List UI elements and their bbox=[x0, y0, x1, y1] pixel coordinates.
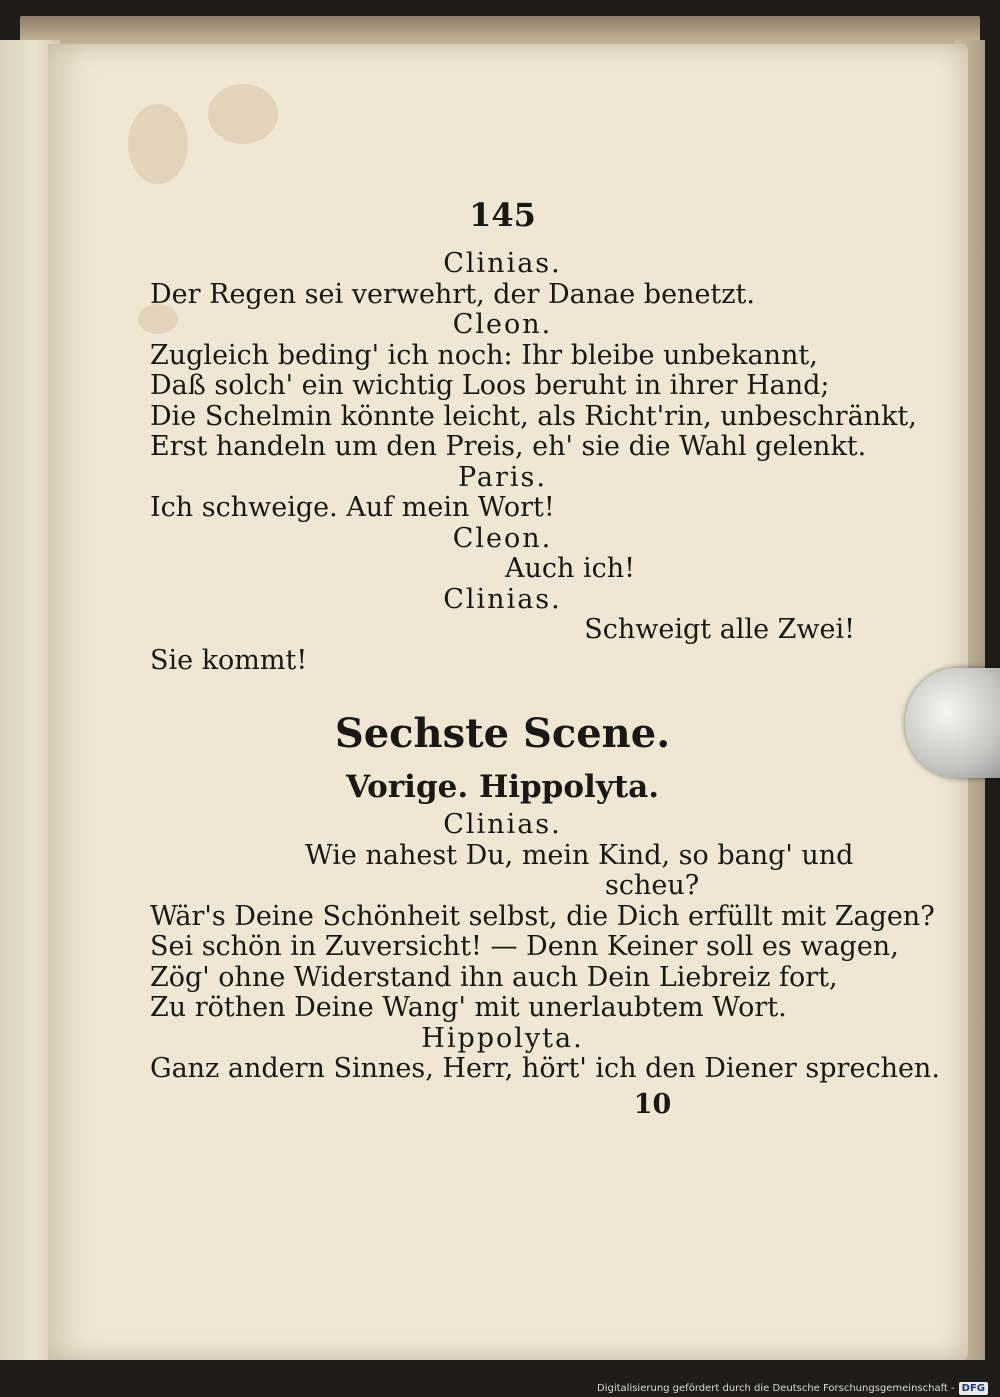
verse-line: Wär's Deine Schönheit selbst, die Dich erfüllt mit Zagen? bbox=[150, 900, 935, 932]
speaker-name: Paris. bbox=[457, 461, 548, 493]
stain bbox=[208, 84, 278, 144]
block-2 bbox=[150, 809, 940, 1085]
digitization-footer bbox=[597, 1382, 988, 1395]
footer-text: Digitalisierung gefördert durch die Deutsche Forschungsgemeinschaft - bbox=[597, 1383, 955, 1394]
stain bbox=[128, 104, 188, 184]
verse-line: Daß solch' ein wichtig Loos beruht in ihrer Hand; bbox=[150, 370, 830, 401]
page-number: 145 bbox=[469, 196, 536, 234]
block-1 bbox=[150, 248, 917, 676]
signature-mark: 10 bbox=[633, 1088, 672, 1120]
verse-line: Zu röthen Deine Wang' mit unerlaubtem Wort. bbox=[150, 992, 787, 1023]
speaker-name: Hippolyta. bbox=[421, 1022, 584, 1054]
verse-line: Zög' ohne Widerstand ihn auch Dein Liebreiz fort, bbox=[150, 961, 838, 993]
verse-line: Zugleich beding' ich noch: Ihr bleibe unbekannt, bbox=[150, 339, 818, 371]
scene-title: Sechste Scene. bbox=[334, 710, 671, 757]
verse-line: Ganz andern Sinnes, Herr, hört' ich den Diener sprechen. bbox=[150, 1053, 940, 1084]
verse-line: Schweigt alle Zwei! bbox=[584, 614, 855, 645]
speaker-name: Clinias. bbox=[443, 248, 562, 279]
verse-line: Sei schön in Zuversicht! — Denn Keiner soll es wagen, bbox=[150, 931, 899, 962]
verse-line: Auch ich! bbox=[505, 553, 635, 584]
verse-line: Ich schweige. Auf mein Wort! bbox=[150, 492, 555, 523]
page-text bbox=[150, 195, 940, 1125]
page-clip bbox=[905, 668, 1000, 778]
verse-line: Sie kommt! bbox=[150, 644, 308, 676]
verse-line: scheu? bbox=[605, 870, 700, 901]
dfg-logo-icon: DFG bbox=[959, 1382, 988, 1395]
speaker-name: Clinias. bbox=[443, 809, 562, 840]
speaker-name: Cleon. bbox=[452, 522, 553, 554]
speaker-name: Cleon. bbox=[452, 309, 553, 340]
verse-line: Der Regen sei verwehrt, der Danae benetzt. bbox=[150, 278, 755, 310]
verse-line: Erst handeln um den Preis, eh' sie die Wahl gelenkt. bbox=[150, 431, 867, 462]
verse-line: Die Schelmin könnte leicht, als Richt'rin, unbeschränkt, bbox=[150, 400, 917, 432]
verse-line: Wie nahest Du, mein Kind, so bang' und bbox=[305, 839, 854, 871]
speaker-name: Clinias. bbox=[443, 583, 562, 615]
scene-characters: Vorige. Hippolyta. bbox=[345, 769, 660, 805]
